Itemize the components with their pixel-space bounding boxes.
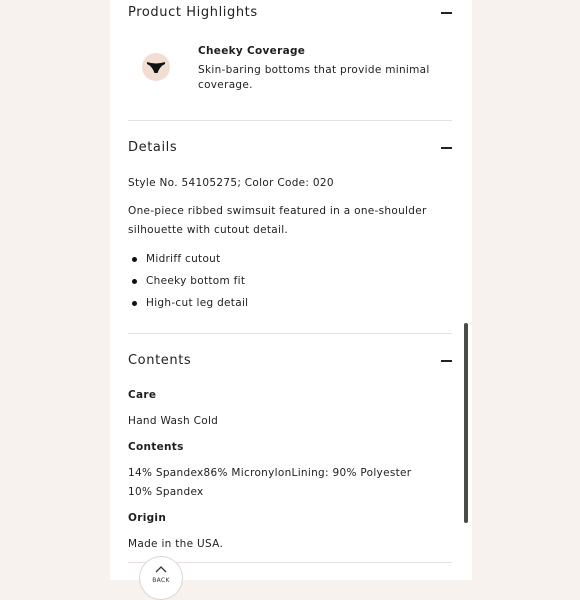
care-label: Care (128, 389, 157, 401)
origin-label: Origin (128, 512, 167, 524)
contents-value: 14% Spandex86% MicronylonLining: 90% Polyester 10% Spandex (128, 467, 412, 498)
highlight-description: Skin-baring bottoms that provide minimal coverage. (198, 64, 430, 91)
product-highlights-title: Product Highlights (128, 5, 258, 20)
contents-title: Contents (128, 353, 192, 368)
style-number: Style No. 54105275; Color Code: 020 (128, 177, 334, 189)
minus-icon[interactable] (441, 360, 452, 362)
contents-header[interactable] (128, 353, 452, 375)
scrollbar[interactable] (464, 323, 468, 523)
details-description: One-piece ribbed swimsuit featured in a one-shoulder silhouette with cutout detail. (128, 205, 427, 236)
bullet-icon (132, 279, 137, 284)
back-to-top-button[interactable] (139, 556, 183, 600)
chevron-up-icon (155, 565, 167, 573)
underwear-icon (142, 53, 170, 81)
minus-icon[interactable] (441, 12, 452, 14)
care-value: Hand Wash Cold (128, 415, 219, 427)
divider (128, 333, 452, 334)
minus-icon[interactable] (441, 147, 452, 149)
product-info-panel: Product Highlights Cheeky Coverage Skin-baring bottoms that provide minimal coverage. Details Style No. 54105275; Color Code: 020 One-piece ribbed swimsuit featured in a one-shoulder silhouette with cutout detail. Midriff cutout Cheeky bottom fit High-cut leg detail Contents Care Hand Wash Cold Contents 14% Spandex86% MicronylonLining: 90% Polyester 10% Spandex Origin Made in the USA. (110, 0, 472, 580)
product-highlights-header[interactable] (128, 5, 452, 27)
details-title: Details (128, 140, 178, 155)
highlight-title: Cheeky Coverage (198, 45, 306, 57)
bullet-icon (132, 257, 137, 262)
details-header[interactable] (128, 140, 452, 162)
origin-value: Made in the USA. (128, 538, 224, 550)
back-label: BACK (152, 577, 170, 584)
contents-label: Contents (128, 441, 184, 453)
divider (128, 120, 452, 121)
bullet-icon (132, 301, 137, 306)
